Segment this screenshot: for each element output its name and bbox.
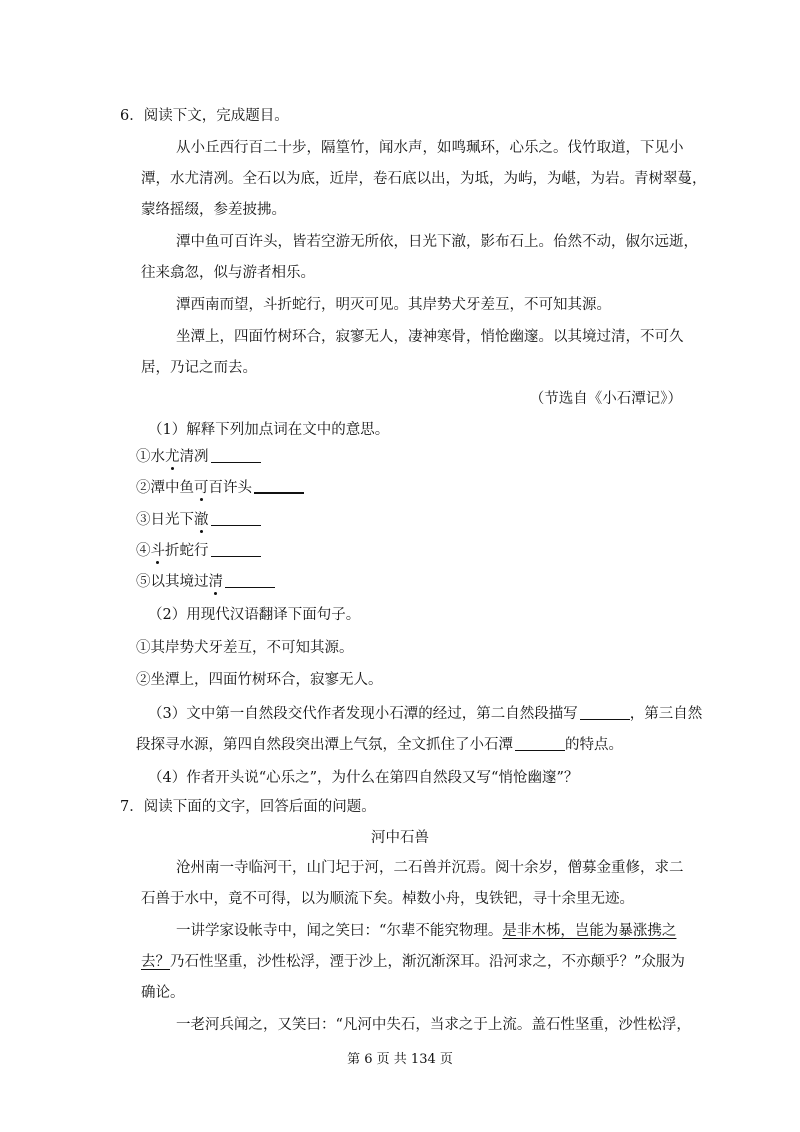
answer-blank[interactable] [211, 461, 261, 463]
q6-sub2: （2）用现代汉语翻译下面句子。 [148, 607, 361, 623]
underlined-sentence: 去？ [141, 954, 170, 970]
q7-para2-line2: 去？乃石性坚重，沙性松浮，湮于沙上，渐沉渐深耳。沿河求之，不亦颠乎？”众服为 [141, 954, 685, 970]
q6-item5: ⑤以其境过清 [136, 572, 800, 592]
q7-para2-line3: 确论。 [141, 985, 185, 1001]
q6-para4-line2: 居，乃记之而去。 [141, 360, 257, 376]
q6-sub4: （4）作者开头说“心乐之”，为什么在第四自然段又写“悄怆幽邃”？ [148, 770, 579, 786]
q7-para2-line1: 一讲学家设帐寺中，闻之笑曰：“尔辈不能究物理。是非木柹，岂能为暴涨携之 [176, 923, 677, 939]
q7-para3-line1: 一老河兵闻之，又笑曰：“凡河中失石，当求之于上流。盖石性坚重，沙性松浮， [176, 1017, 691, 1033]
q6-heading: 6．阅读下文，完成题目。 [120, 108, 289, 124]
dotted-word: 可 [194, 480, 209, 496]
dotted-word: 清 [208, 574, 223, 590]
underlined-sentence: 是非木柹，岂能为暴涨携之 [502, 923, 677, 939]
q6-sub3-line2: 段探寻水源，第四自然段突出潭上气氛，全文抓住了小石潭 的特点。 [136, 737, 623, 753]
answer-blank[interactable] [515, 749, 565, 751]
q6-item3: ③日光下澈 [136, 510, 800, 530]
page-footer: 第 6 页 共 134 页 [347, 1052, 453, 1067]
dotted-word: 澈 [194, 512, 209, 528]
q6-para1-line1: 从小丘西行百二十步，隔篁竹，闻水声，如鸣珮环，心乐之。伐竹取道，下见小 [176, 140, 684, 156]
q6-sub1: （1）解释下列加点词在文中的意思。 [148, 422, 390, 438]
q7-heading: 7．阅读下面的文字，回答后面的问题。 [120, 799, 376, 815]
answer-blank[interactable] [254, 491, 304, 494]
dotted-word: 斗 [150, 543, 165, 559]
q7-title: 河中石兽 [371, 830, 429, 846]
q6-para4-line1: 坐潭上，四面竹树环合，寂寥无人，凄神寒骨，悄怆幽邃。以其境过清，不可久 [176, 329, 684, 345]
answer-blank[interactable] [580, 718, 630, 720]
q6-trans1: ①其岸势犬牙差互，不可知其源。 [136, 640, 354, 656]
q6-item1: ①水尤清冽 [136, 447, 800, 467]
q6-para2-line1: 潭中鱼可百许头，皆若空游无所依，日光下澈，影布石上。佁然不动，俶尔远逝， [176, 234, 698, 250]
q6-para3-line1: 潭西南而望，斗折蛇行，明灭可见。其岸势犬牙差互，不可知其源。 [176, 297, 611, 313]
q6-sub3-line1: （3）文中第一自然段交代作者发现小石潭的经过，第二自然段描写 ，第三自然 [148, 706, 703, 722]
answer-blank[interactable] [225, 586, 275, 588]
q6-source: （节选自《小石潭记》） [529, 391, 682, 407]
q6-para1-line3: 蒙络摇缀，参差披拂。 [141, 202, 286, 218]
q6-item2: ②潭中鱼可百许头 [136, 478, 800, 498]
answer-blank[interactable] [211, 555, 261, 557]
q6-para1-line2: 潭，水尤清冽。全石以为底，近岸，卷石底以出，为坻，为屿，为嵁，为岩。青树翠蔓， [141, 171, 707, 187]
q6-para2-line2: 往来翕忽，似与游者相乐。 [141, 265, 315, 281]
answer-blank[interactable] [211, 524, 261, 526]
q7-para1-line2: 石兽于水中，竟不可得，以为顺流下矣。棹数小舟，曳铁钯，寻十余里无迹。 [141, 891, 634, 907]
q6-trans2: ②坐潭上，四面竹树环合，寂寥无人。 [136, 672, 383, 688]
q6-item4: ④斗折蛇行 [136, 541, 800, 561]
q7-para1-line1: 沧州南一寺临河干，山门圮于河，二石兽并沉焉。阅十余岁，僧募金重修，求二 [176, 860, 684, 876]
dotted-word: 尤 [165, 449, 180, 465]
